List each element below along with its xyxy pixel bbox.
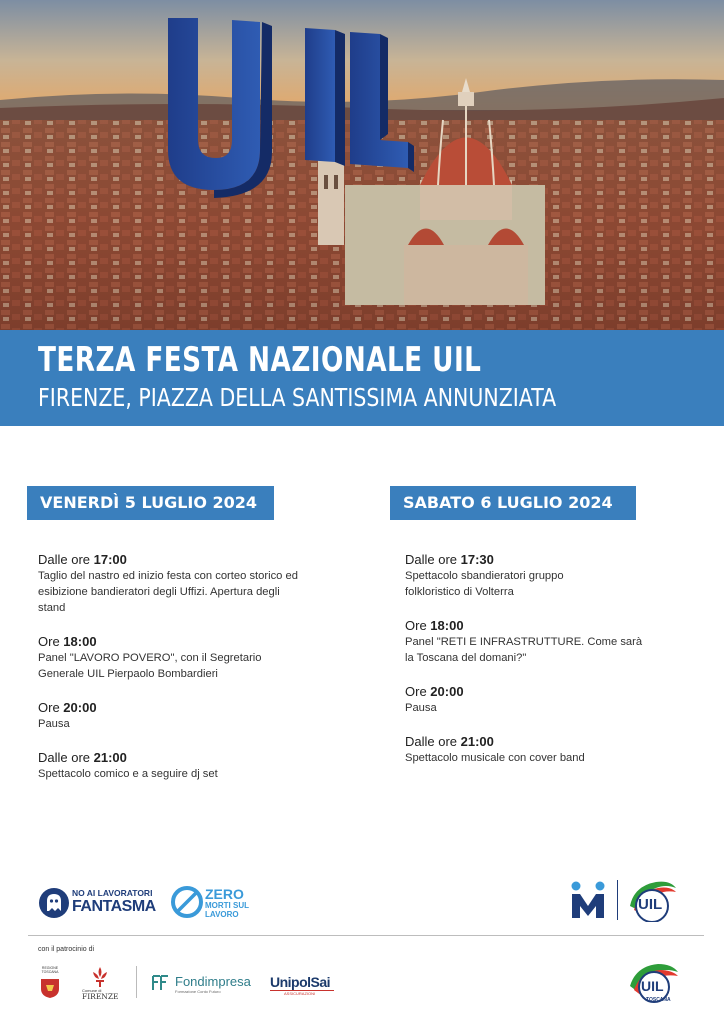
unipol-tagline: ASSICURAZIONI [284,991,316,996]
page-title: TERZA FESTA NAZIONALE UIL [38,340,482,380]
schedule-saturday [405,551,695,783]
unipol-label: UnipolSai [270,974,331,990]
hero-image [0,0,724,330]
uil-logo-text: UIL [638,896,663,913]
zero-morti-sul-lavoro-logo [170,885,260,921]
event-item [405,551,695,600]
event-description: Pausa [38,718,70,730]
event-time: Ore 20:00 [405,684,464,699]
event-description: Panel "LAVORO POVERO", con il Segretario Generale UIL Pierpaolo Bombardieri [38,652,262,680]
footer-divider [28,935,704,936]
page-subtitle: FIRENZE, PIAZZA DELLA SANTISSIMA ANNUNZIATA [38,383,557,412]
event-description: Spettacolo sbandieratori gruppo folkloristico di Volterra [405,570,564,598]
toscana-label: TOSCANA [646,997,671,1003]
zero-circle-icon [170,885,204,919]
event-time: Dalle ore 21:00 [38,750,127,765]
zero-line-3: LAVORO [205,910,239,919]
uil-toscana-logo [626,960,682,1006]
event-item [38,551,328,616]
florence-skyline-illustration [0,0,724,330]
event-description: Taglio del nastro ed inizio festa con corteo storico ed esibizione bandieratori degli Uffizi. Apertura degli stand [38,570,298,614]
event-time: Dalle ore 21:00 [405,734,494,749]
comune-small-label: Comune di [82,988,102,993]
unipol-underline [270,990,334,991]
event-time: Dalle ore 17:00 [38,552,127,567]
event-item [405,683,695,716]
regione-label: REGIONE TOSCANA [41,966,59,974]
logo-separator [617,880,618,920]
regione-shield-icon [39,977,61,999]
comune-label: FIRENZE [82,992,119,1001]
regione-toscana-logo [38,966,62,1000]
patrocinio-label: con il patrocinio di [38,946,95,953]
uil-toscana-logo-text: UIL [641,978,664,994]
event-description: Spettacolo comico e a seguire dj set [38,768,218,780]
uil-logo [626,876,678,922]
unipolsai-logo [270,974,340,998]
sponsor-separator [136,966,137,998]
m-logo [570,880,606,920]
fondimpresa-label: Fondimpresa [175,974,251,989]
event-item [405,617,695,666]
zero-line-1: ZERO [205,886,244,902]
event-time: Dalle ore 17:30 [405,552,494,567]
no-lavoratori-fantasma-logo [38,886,156,920]
event-time: Ore 18:00 [38,634,97,649]
event-time: Ore 20:00 [38,700,97,715]
giglio-icon [90,966,110,988]
event-item [405,733,695,766]
fondimpresa-tagline: Formazione Conto Futuro [175,989,221,994]
fondimpresa-mark-icon [152,975,170,991]
event-item [38,699,328,732]
event-item [38,749,328,782]
event-description: Pausa [405,702,437,714]
fantasma-line-1: NO AI LAVORATORI [72,888,153,898]
day-header-friday: VENERDÌ 5 LUGLIO 2024 [27,486,274,520]
zero-line-2: MORTI SUL [205,901,249,910]
ghost-icon [38,887,70,919]
event-item [38,633,328,682]
event-description: Panel "RETI E INFRASTRUTTURE. Come sarà la Toscana del domani?" [405,636,643,664]
day-header-saturday: SABATO 6 LUGLIO 2024 [390,486,636,520]
event-time: Ore 18:00 [405,618,464,633]
m-mark-icon [570,880,606,920]
fantasma-line-2: FANTASMA [72,898,156,915]
comune-firenze-logo [82,966,118,1000]
fondimpresa-logo [152,974,252,996]
schedule-friday [38,551,328,799]
event-description: Spettacolo musicale con cover band [405,752,585,764]
